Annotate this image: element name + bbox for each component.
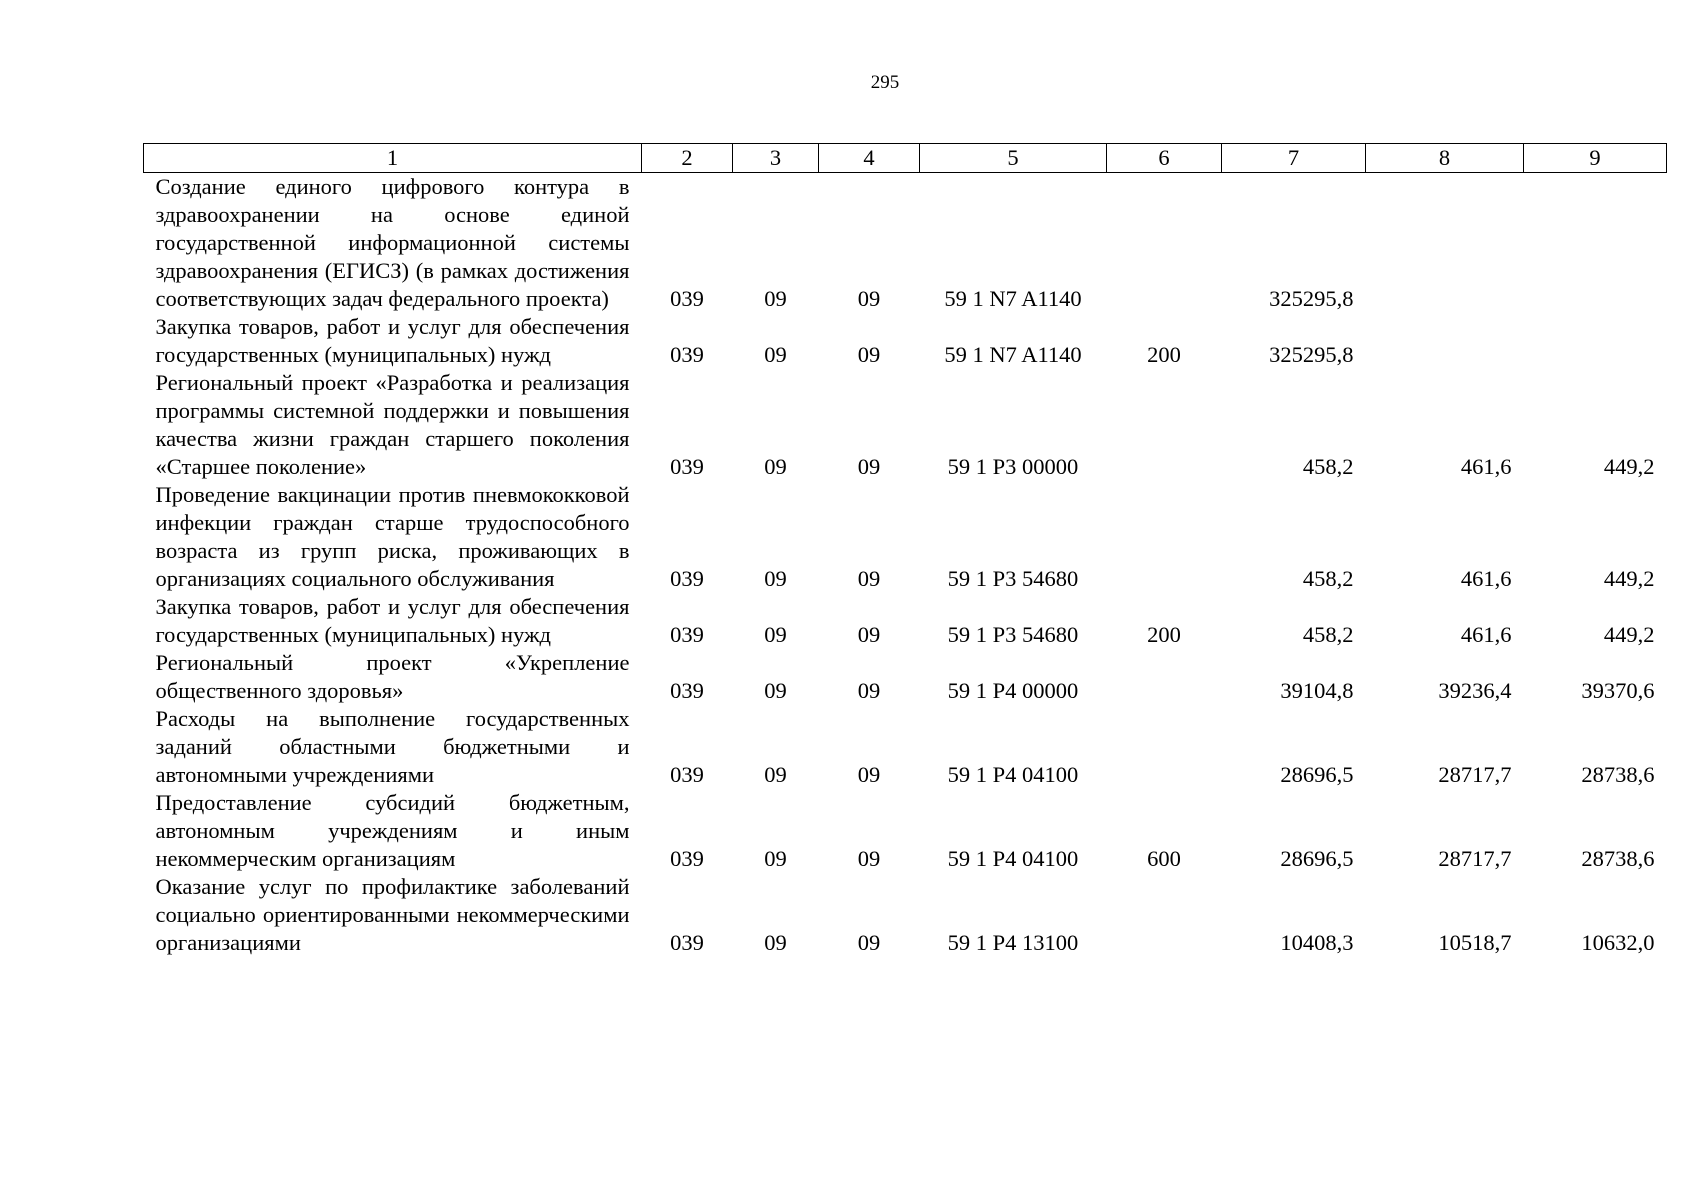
subsection-code: 09 xyxy=(857,342,881,367)
amount-year-2: 28717,7 xyxy=(1438,846,1512,871)
table-row xyxy=(144,313,1667,369)
subsection-code: 09 xyxy=(857,762,881,787)
amount-year-1: 39104,8 xyxy=(1280,678,1354,703)
table-row xyxy=(144,705,1667,789)
amount-year-3: 449,2 xyxy=(1603,566,1655,591)
amount-year-2 xyxy=(1366,313,1524,369)
amount-year-1: 458,2 xyxy=(1302,454,1354,479)
amount-year-3: 39370,6 xyxy=(1581,678,1655,703)
row-name: Закупка товаров, работ и услуг для обеспечения государственных (муниципальных) нужд xyxy=(155,314,630,367)
expense-type-code: 200 xyxy=(1147,342,1181,367)
column-header: 1 xyxy=(144,144,642,173)
amount-year-1: 458,2 xyxy=(1302,622,1354,647)
section-code: 09 xyxy=(764,342,787,367)
amount-year-3: 10632,0 xyxy=(1581,930,1655,955)
expense-type-code: 200 xyxy=(1147,622,1181,647)
row-name: Региональный проект «Разработка и реализация программы системной поддержки и повышения качества жизни граждан старшего поколения «Старшее поколение» xyxy=(155,370,630,479)
target-article-code: 59 1 P4 00000 xyxy=(947,678,1079,703)
target-article-code: 59 1 P3 54680 xyxy=(947,622,1079,647)
expense-type-code xyxy=(1107,481,1222,593)
amount-year-2: 461,6 xyxy=(1460,454,1512,479)
ministry-code: 039 xyxy=(670,762,704,787)
table-row xyxy=(144,173,1667,314)
table-row xyxy=(144,593,1667,649)
amount-year-1: 325295,8 xyxy=(1269,286,1354,311)
ministry-code: 039 xyxy=(670,678,704,703)
table-row xyxy=(144,649,1667,705)
table-row xyxy=(144,789,1667,873)
amount-year-2: 461,6 xyxy=(1460,622,1512,647)
ministry-code: 039 xyxy=(670,846,704,871)
target-article-code: 59 1 N7 A1140 xyxy=(944,342,1082,367)
section-code: 09 xyxy=(764,762,787,787)
column-header: 4 xyxy=(819,144,920,173)
amount-year-3: 449,2 xyxy=(1603,454,1655,479)
amount-year-1: 10408,3 xyxy=(1280,930,1354,955)
section-code: 09 xyxy=(764,846,787,871)
expense-type-code xyxy=(1107,649,1222,705)
amount-year-3: 28738,6 xyxy=(1581,762,1655,787)
subsection-code: 09 xyxy=(857,566,881,591)
amount-year-2 xyxy=(1366,173,1524,314)
subsection-code: 09 xyxy=(857,286,881,311)
amount-year-1: 28696,5 xyxy=(1280,762,1354,787)
amount-year-3: 28738,6 xyxy=(1581,846,1655,871)
table-row xyxy=(144,873,1667,957)
row-name: Расходы на выполнение государственных заданий областными бюджетными и автономными учреждениями xyxy=(155,706,630,787)
page-number: 295 xyxy=(870,72,900,93)
section-code: 09 xyxy=(764,622,787,647)
amount-year-1: 28696,5 xyxy=(1280,846,1354,871)
amount-year-1: 325295,8 xyxy=(1269,342,1354,367)
target-article-code: 59 1 P3 00000 xyxy=(947,454,1079,479)
column-header: 9 xyxy=(1524,144,1667,173)
amount-year-3 xyxy=(1524,173,1667,314)
ministry-code: 039 xyxy=(670,622,704,647)
expense-type-code xyxy=(1107,173,1222,314)
amount-year-2: 39236,4 xyxy=(1438,678,1512,703)
section-code: 09 xyxy=(764,286,787,311)
row-name: Закупка товаров, работ и услуг для обеспечения государственных (муниципальных) нужд xyxy=(155,594,630,647)
amount-year-2: 461,6 xyxy=(1460,566,1512,591)
ministry-code: 039 xyxy=(670,566,704,591)
target-article-code: 59 1 N7 A1140 xyxy=(944,286,1082,311)
amount-year-3 xyxy=(1524,313,1667,369)
amount-year-2: 28717,7 xyxy=(1438,762,1512,787)
amount-year-2: 10518,7 xyxy=(1438,930,1512,955)
section-code: 09 xyxy=(764,930,787,955)
table-row xyxy=(144,481,1667,593)
subsection-code: 09 xyxy=(857,678,881,703)
row-name: Создание единого цифрового контура в здравоохранении на основе единой государственной информационной системы здравоохранения (ЕГИСЗ) (в рамках достижения соответствующих задач федерального проекта) xyxy=(155,174,630,311)
row-name: Проведение вакцинации против пневмококковой инфекции граждан старше трудоспособного возраста из групп риска, проживающих в организациях социального обслуживания xyxy=(155,482,630,591)
target-article-code: 59 1 P4 04100 xyxy=(947,846,1079,871)
row-name: Оказание услуг по профилактике заболеваний социально ориентированными некоммерческими организациями xyxy=(155,874,630,955)
column-header: 6 xyxy=(1107,144,1222,173)
ministry-code: 039 xyxy=(670,454,704,479)
column-header: 2 xyxy=(642,144,733,173)
section-code: 09 xyxy=(764,678,787,703)
budget-table xyxy=(143,143,1667,957)
expense-type-code xyxy=(1107,705,1222,789)
subsection-code: 09 xyxy=(857,930,881,955)
column-number-header xyxy=(144,144,1667,173)
expense-type-code xyxy=(1107,873,1222,957)
target-article-code: 59 1 P3 54680 xyxy=(947,566,1079,591)
subsection-code: 09 xyxy=(857,846,881,871)
table-row xyxy=(144,369,1667,481)
expense-type-code xyxy=(1107,369,1222,481)
subsection-code: 09 xyxy=(857,622,881,647)
amount-year-3: 449,2 xyxy=(1603,622,1655,647)
ministry-code: 039 xyxy=(670,342,704,367)
row-name: Региональный проект «Укрепление общественного здоровья» xyxy=(155,650,630,703)
column-header: 8 xyxy=(1366,144,1524,173)
target-article-code: 59 1 P4 04100 xyxy=(947,762,1079,787)
section-code: 09 xyxy=(764,454,787,479)
column-header: 3 xyxy=(733,144,819,173)
expense-type-code: 600 xyxy=(1147,846,1181,871)
column-header: 7 xyxy=(1222,144,1366,173)
column-header: 5 xyxy=(920,144,1107,173)
ministry-code: 039 xyxy=(670,286,704,311)
row-name: Предоставление субсидий бюджетным, автономным учреждениям и иным некоммерческим организациям xyxy=(155,790,630,871)
target-article-code: 59 1 P4 13100 xyxy=(947,930,1079,955)
subsection-code: 09 xyxy=(857,454,881,479)
ministry-code: 039 xyxy=(670,930,704,955)
amount-year-1: 458,2 xyxy=(1302,566,1354,591)
section-code: 09 xyxy=(764,566,787,591)
